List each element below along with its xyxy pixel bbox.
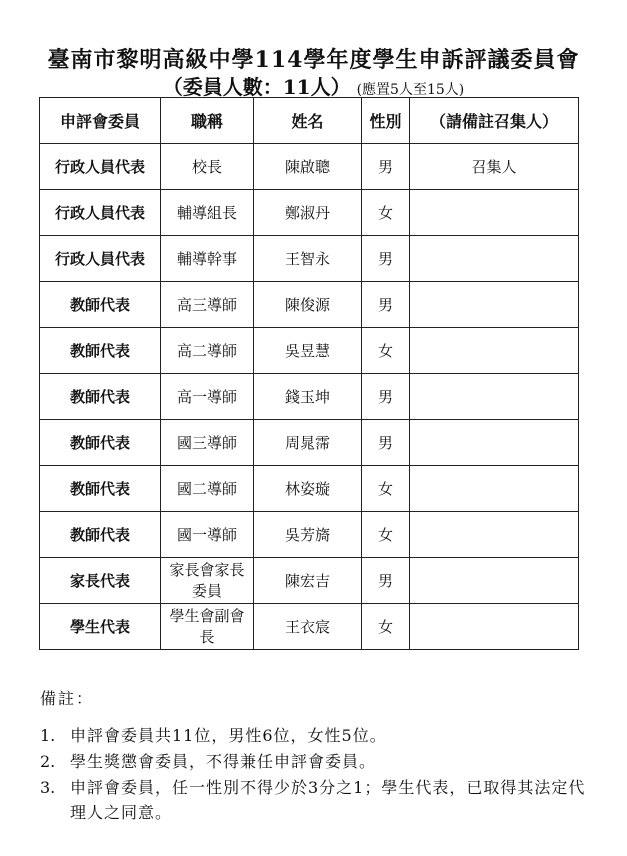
committee-table xyxy=(39,97,579,650)
cell-category: 教師代表 xyxy=(40,420,161,466)
cell-remark xyxy=(410,420,579,466)
note-item xyxy=(40,775,600,825)
cell-gender: 男 xyxy=(362,420,410,466)
cell-remark: 召集人 xyxy=(410,144,579,190)
cell-gender: 男 xyxy=(362,558,410,604)
cell-position: 輔導幹事 xyxy=(161,236,254,282)
note-number: 1. xyxy=(40,726,56,745)
cell-category: 教師代表 xyxy=(40,282,161,328)
cell-remark xyxy=(410,512,579,558)
cell-gender: 女 xyxy=(362,328,410,374)
cell-gender: 女 xyxy=(362,604,410,650)
table-row xyxy=(40,236,579,282)
notes-heading: 備註： xyxy=(40,689,95,708)
note-text: 申評會委員，任一性別不得少於3分之1；學生代表，已取得其法定代理人之同意。 xyxy=(70,778,586,822)
table-row xyxy=(40,190,579,236)
cell-name: 周晁霈 xyxy=(254,420,362,466)
cell-position: 國一導師 xyxy=(161,512,254,558)
cell-category: 學生代表 xyxy=(40,604,161,650)
cell-name: 錢玉坤 xyxy=(254,374,362,420)
cell-name: 陳啟聰 xyxy=(254,144,362,190)
cell-position: 學生會副會長 xyxy=(161,604,254,650)
cell-position: 校長 xyxy=(161,144,254,190)
cell-remark xyxy=(410,328,579,374)
cell-category: 行政人員代表 xyxy=(40,144,161,190)
cell-gender: 女 xyxy=(362,466,410,512)
header-gender: 性別 xyxy=(362,98,410,144)
note-text: 申評會委員共11位，男性6位，女性5位。 xyxy=(70,726,387,745)
cell-remark xyxy=(410,558,579,604)
cell-remark xyxy=(410,466,579,512)
table-row xyxy=(40,328,579,374)
note-item xyxy=(40,723,600,748)
header-name: 姓名 xyxy=(254,98,362,144)
table-row xyxy=(40,374,579,420)
table-row xyxy=(40,512,579,558)
cell-category: 教師代表 xyxy=(40,512,161,558)
note-number: 2. xyxy=(40,752,56,771)
cell-position: 高三導師 xyxy=(161,282,254,328)
table-row xyxy=(40,466,579,512)
cell-gender: 男 xyxy=(362,282,410,328)
cell-gender: 男 xyxy=(362,236,410,282)
cell-gender: 女 xyxy=(362,190,410,236)
cell-name: 林姿璇 xyxy=(254,466,362,512)
table-row xyxy=(40,420,579,466)
member-count: （委員人數：11人） xyxy=(162,75,351,99)
cell-gender: 男 xyxy=(362,144,410,190)
table-row xyxy=(40,604,579,650)
note-text: 學生獎懲會委員，不得兼任申評會委員。 xyxy=(70,752,377,771)
cell-name: 王衣宸 xyxy=(254,604,362,650)
note-number: 3. xyxy=(40,778,56,797)
table-row xyxy=(40,558,579,604)
document-header xyxy=(0,46,627,103)
cell-position: 國三導師 xyxy=(161,420,254,466)
header-member: 申評會委員 xyxy=(40,98,161,144)
cell-name: 吳芳旖 xyxy=(254,512,362,558)
cell-position: 高一導師 xyxy=(161,374,254,420)
cell-name: 鄭淑丹 xyxy=(254,190,362,236)
member-requirement-note: (應置5人至15人) xyxy=(356,82,465,98)
table-row xyxy=(40,144,579,190)
header-remark: （請備註召集人） xyxy=(410,98,579,144)
cell-category: 教師代表 xyxy=(40,374,161,420)
table-row xyxy=(40,282,579,328)
cell-name: 王智永 xyxy=(254,236,362,282)
cell-position: 高二導師 xyxy=(161,328,254,374)
cell-category: 行政人員代表 xyxy=(40,236,161,282)
cell-position: 國二導師 xyxy=(161,466,254,512)
cell-gender: 女 xyxy=(362,512,410,558)
notes-section xyxy=(40,686,600,826)
cell-position: 輔導組長 xyxy=(161,190,254,236)
cell-remark xyxy=(410,604,579,650)
document-title: 臺南市黎明高級中學114學年度學生申訴評議委員會 xyxy=(47,47,580,73)
cell-category: 教師代表 xyxy=(40,466,161,512)
cell-position: 家長會家長委員 xyxy=(161,558,254,604)
cell-name: 陳宏吉 xyxy=(254,558,362,604)
table-header-row xyxy=(40,98,579,144)
cell-name: 吳昱慧 xyxy=(254,328,362,374)
cell-remark xyxy=(410,190,579,236)
cell-remark xyxy=(410,374,579,420)
cell-category: 家長代表 xyxy=(40,558,161,604)
header-position: 職稱 xyxy=(161,98,254,144)
cell-remark xyxy=(410,236,579,282)
cell-name: 陳俊源 xyxy=(254,282,362,328)
cell-gender: 男 xyxy=(362,374,410,420)
cell-remark xyxy=(410,282,579,328)
cell-category: 行政人員代表 xyxy=(40,190,161,236)
note-item xyxy=(40,749,600,774)
cell-category: 教師代表 xyxy=(40,328,161,374)
